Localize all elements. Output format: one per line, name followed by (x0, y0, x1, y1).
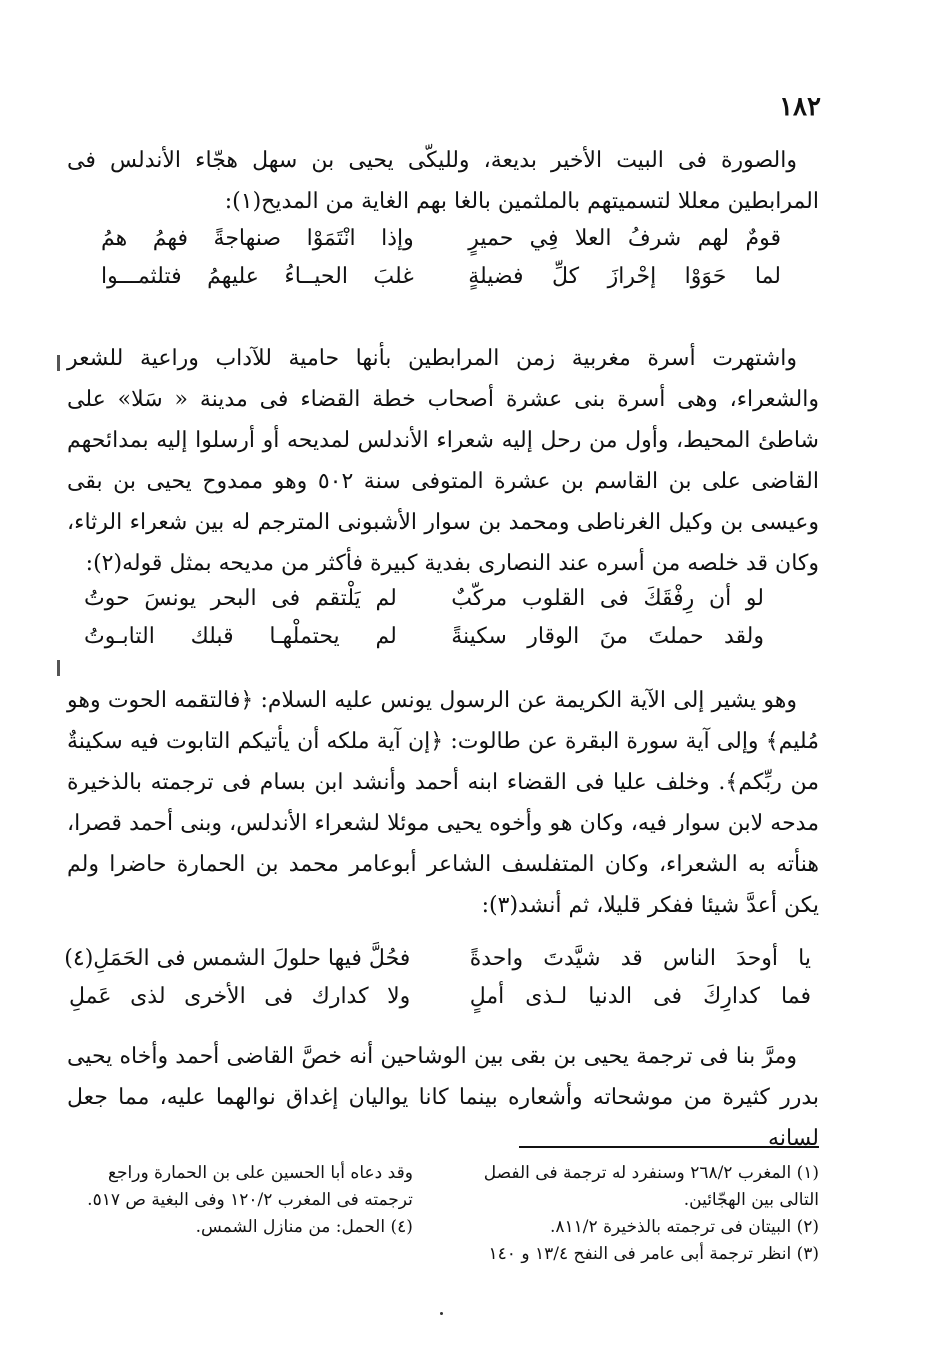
verse-hemistich-right: قومٌ لهم شرفُ العلا فِي حميرٍ (468, 226, 781, 251)
footnote-4: (٤) الحمل: من منازل الشمس. (195, 1217, 413, 1237)
footnote-3: (٣) انظر ترجمة أبى عامر فى النفح ١٣/٤ و ١٤٠ (488, 1244, 819, 1264)
verse-line (64, 940, 811, 978)
verse-line (101, 258, 781, 296)
verse-block-2 (84, 580, 764, 656)
paragraph-3-text: وهو يشير إلى الآية الكريمة عن الرسول يونس عليه السلام: ﴿فالتقمه الحوت وهو مُليم﴾ وإلى آية سورة البقرة عن طالوت: ﴿إن آية ملكه أن يأتيكم التابوت فيه سكينةٌ من ربِّكم﴾. وخلف عليا فى القضاء ابنه أحمد وأنشد ابن بسام فى ترجمته بالذخيرة مدحه لابن سوار فيه، وكان هو وأخوه يحيى موئلا لشعراء الأندلس، وبنى أحمد قصرا، هنأته به الشعراء، وكان المتفلسف الشاعر أبوعامر محمد بن الحمارة حاضرا ولم يكن أعدَّ شيئا ففكر قليلا، ثم أنشد(٣): (67, 688, 819, 918)
paragraph-3 (67, 680, 819, 926)
verse-hemistich-left: فحُلَّ فيها حلولَ الشمس فى الحَمَلِ(٤) (64, 946, 411, 971)
paragraph-2 (67, 338, 819, 584)
paragraph-4-text: ومرَّ بنا فى ترجمة يحيى بن بقى بين الوشاحين أنه خصَّ القاضى أحمد وأخاه يحيى بدرر كثيرة من موشحاته وأشعاره بينما كانا يواليان إغداق نوالهما عليه، مما جعل لسانه (67, 1044, 819, 1151)
verse-hemistich-right: لما حَوَوْا إحْرازَ كلِّ فضيلةٍ (468, 264, 781, 289)
footnote-2: (٢) البيتان فى ترجمته بالذخيرة ٨١١/٢. (550, 1217, 819, 1237)
verse-hemistich-left: لم يحتملْهـا قبلك التابـوتُ (84, 624, 397, 649)
footnotes (67, 1160, 819, 1268)
verse-hemistich-left: لم يَلْتقم فى البحر يونسَ حوتُ (84, 586, 397, 611)
verse-line (84, 580, 764, 618)
verse-line (84, 618, 764, 656)
verse-block-3 (64, 940, 811, 1016)
verse-hemistich-right: ولقد حملتَ منَ الوقار سكينةً (451, 624, 764, 649)
verse-hemistich-left: ولا كدارك فى الأخرى لذى عَملِ (69, 984, 411, 1009)
paragraph-1-text: والصورة فى البيت الأخير بديعة، ولليكّى يحيى بن سهل هجّاء الأندلس فى المرابطين معللا لتسميتهم بالملثمين بالغا بهم الغاية من المديح(١): (67, 148, 819, 214)
verse-hemistich-left: وإذا انْتَمَوْا صنهاجةً فهمُ همُ (101, 226, 414, 251)
paragraph-2-text: واشتهرت أسرة مغربية زمن المرابطين بأنها حامية للآداب وراعية للشعر والشعراء، وهى أسرة بنى عشرة أصحاب خطة القضاء فى مدينة « سَلا» على شاطئ المحيط، وأول من رحل إليه شعراء الأندلس لمديحه أو أرسلوا إليه بمدائحهم القاضى على بن القاسم بن عشرة المتوفى سنة ٥٠٢ وهو ممدوح يحيى بن بقى وعيسى بن وكيل الغرناطى ومحمد بن سوار الأشبونى المترجم له بين شعراء الرثاء، وكان قد خلصه من أسره عند النصارى بفدية كبيرة فأكثر من مديحه بمثل قوله(٢): (67, 346, 819, 576)
verse-hemistich-right: يا أوحدَ الناس قد شيَّدتَ واحدةً (469, 946, 811, 971)
verse-line (69, 978, 811, 1016)
margin-mark (57, 355, 60, 371)
scan-speck (440, 1312, 443, 1315)
verse-line (101, 220, 781, 258)
margin-mark (57, 660, 60, 676)
footnote-divider (519, 1146, 819, 1148)
verse-hemistich-right: لو أن رِفْقَكَ فى القلوب مركّبٌ (451, 586, 764, 611)
paragraph-1 (67, 140, 819, 222)
page-number: ١٨٢ (779, 92, 821, 122)
paragraph-4 (67, 1036, 819, 1159)
verse-hemistich-right: فما كدارِكَ فى الدنيا لـذى أملٍ (469, 984, 811, 1009)
footnotes-right-column (473, 1160, 819, 1268)
verse-block-1 (101, 220, 781, 296)
verse-hemistich-left: غلبَ الحيــاءُ عليهمُ فتلثمـــوا (101, 264, 414, 289)
footnotes-left-column (67, 1160, 413, 1268)
footnote-1: (١) المغرب ٢٦٨/٢ وسنفرد له ترجمة فى الفصل التالى بين الهجّائين. (483, 1163, 819, 1210)
footnote-continuation: وقد دعاه أبا الحسين على بن الحمارة وراجع ترجمته فى المغرب ١٢٠/٢ وفى البغية ص ٥١٧. (87, 1163, 413, 1210)
